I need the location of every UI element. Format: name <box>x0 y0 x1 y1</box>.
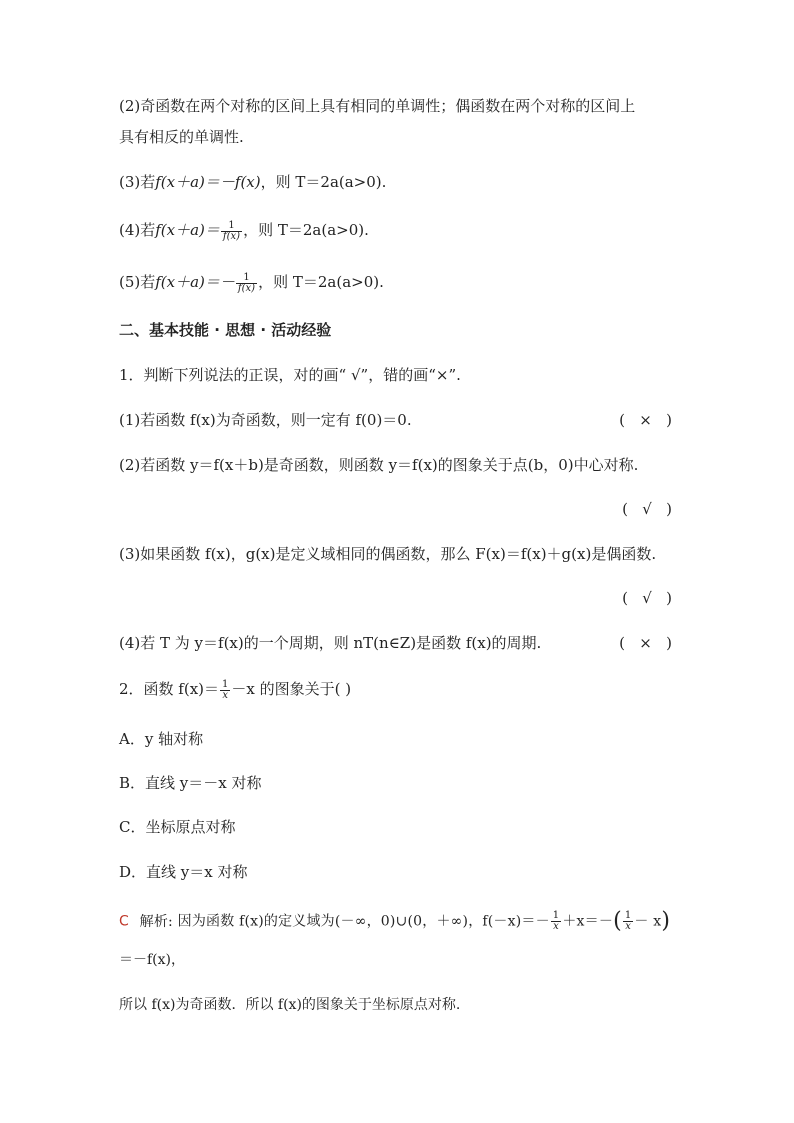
property-3-prefix: (3)若 <box>119 173 156 191</box>
fraction-denominator: x <box>222 689 229 701</box>
q1-item-3: (3)如果函数 f(x)，g(x)是定义域相同的偶函数，那么 F(x)＝f(x)＋g(x)是偶函数. <box>119 545 657 563</box>
property-4 <box>119 220 674 242</box>
q2-stem-fraction <box>220 680 230 701</box>
property-5-suffix: ，则 T＝2a(a>0). <box>258 273 384 291</box>
property-5-prefix: (5)若 <box>119 273 156 291</box>
right-paren: ) <box>661 908 671 934</box>
q1-item-1-answer: ( × ) <box>619 411 672 429</box>
q2-analysis-line-3: 所以 f(x)为奇函数．所以 f(x)的图象关于坐标原点对称. <box>119 997 461 1013</box>
property-3 <box>119 172 674 192</box>
fraction-denominator: x <box>625 921 632 932</box>
property-5 <box>119 272 674 294</box>
property-5-fraction <box>236 273 257 294</box>
q1-item-2: (2)若函数 y＝f(x＋b)是奇函数，则函数 y＝f(x)的图象关于点(b，0)中心对称. <box>119 456 639 474</box>
q2-analysis-line-2: ＝－f(x)， <box>119 952 186 968</box>
property-4-suffix: ，则 T＝2a(a>0). <box>243 221 369 239</box>
q2-option-a: A．y 轴对称 <box>119 730 204 748</box>
property-2-line-2: 具有相反的单调性. <box>119 128 244 146</box>
q2-option-b: B．直线 y＝－x 对称 <box>119 774 262 792</box>
q2-analysis-fraction-2 <box>623 911 634 932</box>
q2-analysis-line-1 <box>119 908 674 934</box>
property-3-expr: f(x＋a)＝－f(x) <box>155 173 261 191</box>
q2-analysis-text-c: － x <box>634 913 662 930</box>
q2-analysis-label: 解析: <box>139 913 173 930</box>
property-4-fraction <box>221 221 242 242</box>
q1-item-4-answer: ( × ) <box>619 634 672 652</box>
fraction-denominator: f(x) <box>222 230 241 242</box>
q1-item-1: (1)若函数 f(x)为奇函数，则一定有 f(0)＝0. <box>119 411 412 429</box>
property-4-expr: f(x＋a)＝ <box>155 221 220 239</box>
q2-stem <box>119 679 674 701</box>
q2-analysis-text-b: ＋x＝－ <box>562 913 614 930</box>
fraction-numerator: 1 <box>624 910 632 921</box>
property-3-suffix: ，则 T＝2a(a>0). <box>260 173 387 191</box>
fraction-numerator: 1 <box>222 678 229 690</box>
q2-stem-suffix: －x 的图象关于( ) <box>231 680 352 698</box>
q1-item-4: (4)若 T 为 y＝f(x)的一个周期，则 nT(n∈Z)是函数 f(x)的周期. <box>119 634 542 652</box>
fraction-numerator: 1 <box>236 273 257 284</box>
fraction-numerator: 1 <box>552 910 560 921</box>
q1-stem: 1．判断下列说法的正误，对的画“ √”，错的画“×”. <box>119 366 461 384</box>
property-2-line-1: (2)奇函数在两个对称的区间上具有相同的单调性；偶函数在两个对称的区间上 <box>119 97 636 115</box>
q1-item-3-answer: ( √ ) <box>622 589 672 607</box>
property-4-prefix: (4)若 <box>119 221 156 239</box>
q2-analysis-text-a: 因为函数 f(x)的定义域为(－∞，0)∪(0，＋∞)，f(－x)＝－ <box>177 913 550 930</box>
property-5-expr: f(x＋a)＝－ <box>155 273 235 291</box>
q1-item-2-answer: ( √ ) <box>622 500 672 518</box>
left-paren: ( <box>613 908 622 934</box>
fraction-numerator: 1 <box>221 221 242 232</box>
fraction-denominator: f(x) <box>237 282 256 294</box>
q2-option-d: D．直线 y＝x 对称 <box>119 863 248 881</box>
fraction-denominator: x <box>553 921 559 932</box>
q2-analysis-fraction-1 <box>551 911 562 932</box>
q2-option-c: C．坐标原点对称 <box>119 818 236 836</box>
q2-stem-prefix: 2．函数 f(x)＝ <box>119 680 220 698</box>
section-heading: 二、基本技能 · 思想 · 活动经验 <box>119 321 332 339</box>
q2-answer-letter: C <box>119 913 129 930</box>
